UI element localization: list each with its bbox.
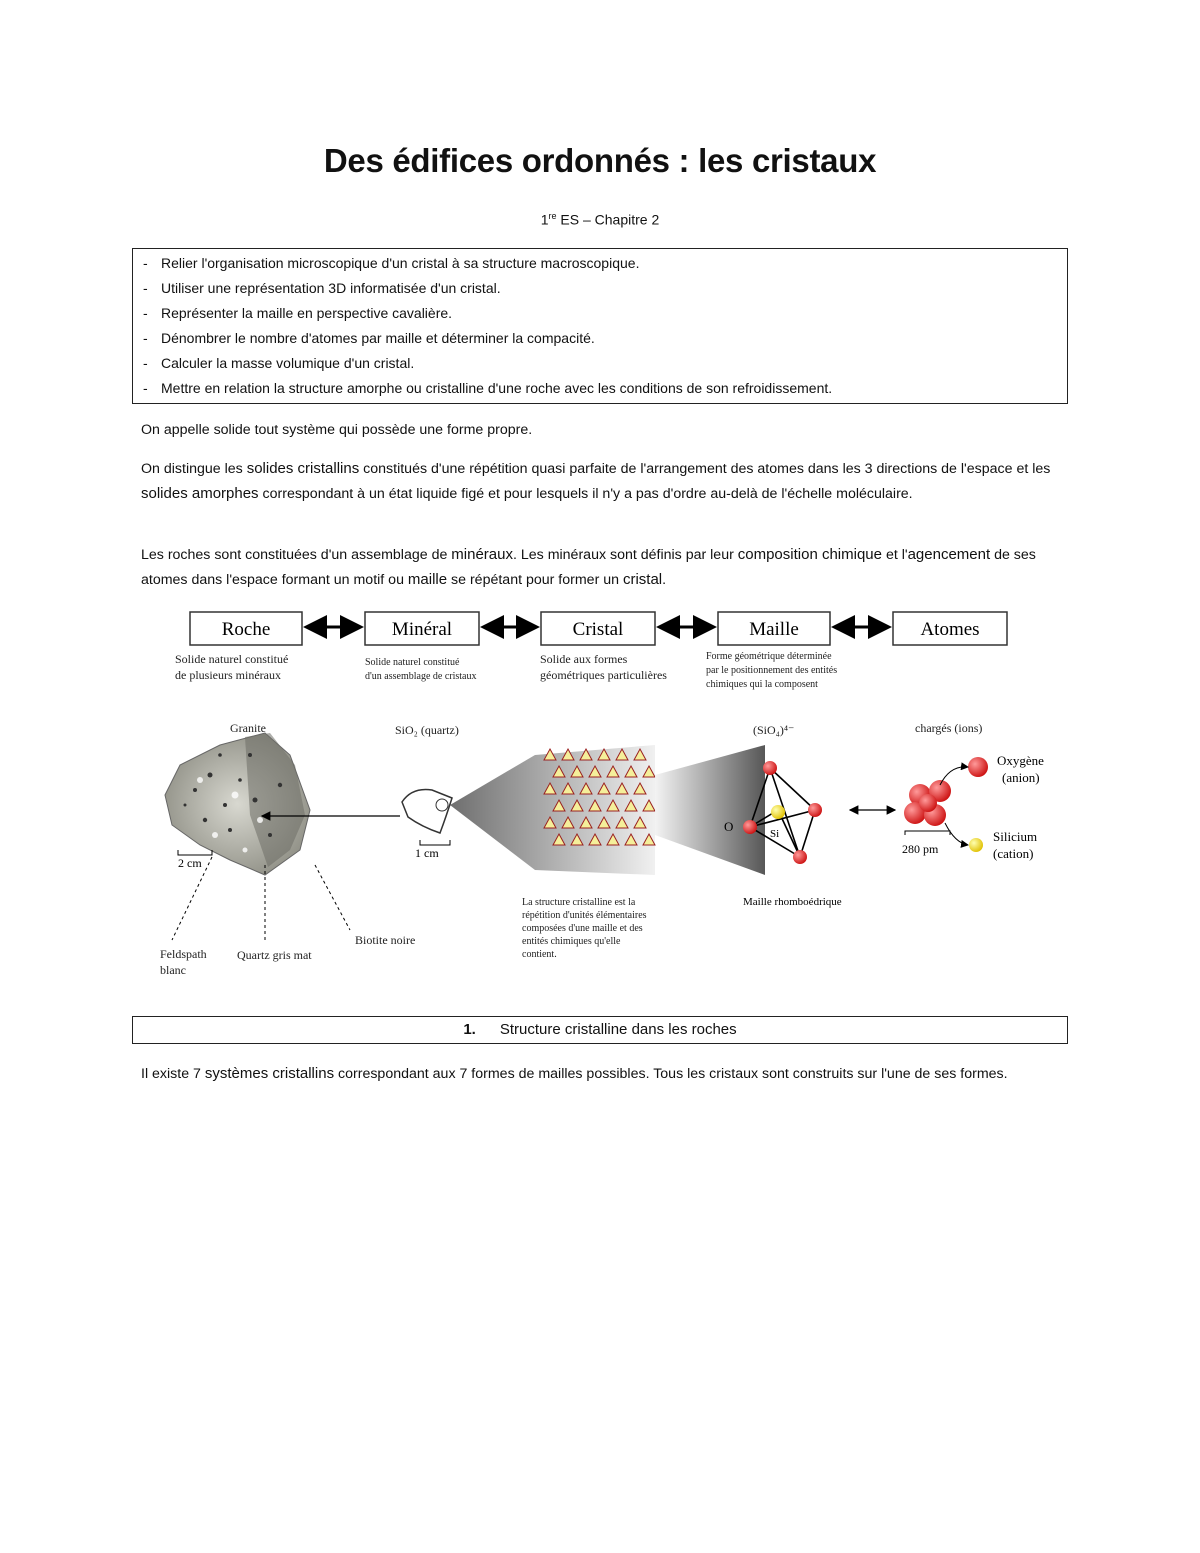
objectives-box xyxy=(132,248,1068,404)
chain-box-maille xyxy=(718,612,830,645)
rock-to-atom-diagram xyxy=(150,605,1050,1000)
paragraph-rocks-minerals: Les roches sont constituées d'un assemblage de minéraux. Les minéraux sont définis par leur composition chimique et l'agencement de ses atomes dans l'espace formant un motif ou maille se répétant pour former un cristal. xyxy=(141,546,1036,588)
chain-box-cristal xyxy=(541,612,655,645)
ions-label: chargés (ions) xyxy=(915,721,983,735)
svg-text:Atomes: Atomes xyxy=(920,619,980,640)
quartz-gris-label: Quartz gris mat xyxy=(237,948,312,962)
paragraph-crystalline-amorphous: On distingue les solides cristallins constitués d'une répétition quasi parfaite de l'arrangement des atomes dans les 3 directions de l'espace et les solides amorphes correspondant à un état liquide figé et pour lesquels il n'y a pas d'ordre au-delà de l'échelle moléculaire. xyxy=(141,460,1051,502)
granite-rock-image xyxy=(165,733,310,875)
magnifier-cone xyxy=(655,745,765,875)
desc-maille-1: Forme géométrique déterminée xyxy=(706,651,832,662)
objective-item: - Relier l'organisation microscopique d'un cristal à sa structure macroscopique. xyxy=(143,255,640,271)
scale-1cm xyxy=(415,840,450,860)
desc-roche-2: de plusieurs minéraux xyxy=(175,668,281,682)
svg-text:répétition d'unités élémentair: répétition d'unités élémentaires xyxy=(522,910,647,921)
objective-item: - Utiliser une représentation 3D informatisée d'un cristal. xyxy=(143,280,501,296)
desc-maille-2: par le positionnement des entités xyxy=(706,665,838,676)
desc-cristal-1: Solide aux formes xyxy=(540,652,628,666)
svg-text:280 pm: 280 pm xyxy=(902,842,939,856)
desc-mineral-2: d'un assemblage de cristaux xyxy=(365,671,477,682)
biotite-label: Biotite noire xyxy=(355,933,416,947)
objective-item: - Représenter la maille en perspective cavalière. xyxy=(143,305,453,321)
objective-item: - Dénombrer le nombre d'atomes par maille et déterminer la compacité. xyxy=(143,330,595,346)
svg-text:entités chimiques qu'elle: entités chimiques qu'elle xyxy=(522,936,621,947)
structure-note xyxy=(522,897,647,960)
desc-roche-1: Solide naturel constitué xyxy=(175,652,289,666)
svg-text:Minéral: Minéral xyxy=(391,619,453,640)
svg-text:Roche: Roche xyxy=(221,619,271,640)
cation-label: (cation) xyxy=(993,846,1034,861)
atom-cluster-image xyxy=(904,757,988,852)
svg-text:Maille: Maille xyxy=(749,619,799,640)
chain-box-mineral xyxy=(365,612,479,645)
scale-280pm xyxy=(902,831,950,856)
chain-box-roche xyxy=(190,612,302,645)
objective-item: - Calculer la masse volumique d'un cristal. xyxy=(143,355,415,371)
objective-item: - Mettre en relation la structure amorphe ou cristalline d'une roche avec les conditions de son refroidissement. xyxy=(143,380,833,396)
desc-maille-3: chimiques qui la composent xyxy=(706,679,818,690)
maille-rhombo-label: Maille rhomboédrique xyxy=(743,896,842,908)
svg-text:contient.: contient. xyxy=(522,949,557,960)
section-heading-1: 1. Structure cristalline dans les roches xyxy=(132,1016,1068,1044)
chapter-subtitle: 1re ES – Chapitre 2 xyxy=(540,211,660,228)
svg-text:composées d'une maille et des: composées d'une maille et des xyxy=(522,923,643,934)
svg-text:Cristal: Cristal xyxy=(572,619,624,640)
scale-2cm xyxy=(178,850,212,870)
page-title: Des édifices ordonnés : les cristaux xyxy=(323,142,877,179)
svg-text:2 cm: 2 cm xyxy=(178,856,202,870)
o-label: O xyxy=(724,819,734,834)
oxygene-label: Oxygène xyxy=(997,753,1044,768)
desc-mineral-1: Solide naturel constitué xyxy=(365,657,460,668)
feldspath-label: Feldspath xyxy=(160,947,207,961)
silicium-label: Silicium xyxy=(993,829,1038,844)
svg-text:1 cm: 1 cm xyxy=(415,846,439,860)
paragraph-solid-definition: On appelle solide tout système qui possède une forme propre. xyxy=(141,422,533,438)
granite-label: Granite xyxy=(230,721,266,735)
desc-cristal-2: géométriques particulières xyxy=(540,668,667,682)
sio4-label: (SiO₄)⁴⁻ xyxy=(753,723,795,737)
paragraph-crystal-systems: Il existe 7 systèmes cristallins correspondant aux 7 formes de mailles possibles. Tous les cristaux sont construits sur l'une de ses formes. xyxy=(141,1065,1008,1082)
blanc-label: blanc xyxy=(160,963,186,977)
chain-box-atomes xyxy=(893,612,1007,645)
quartz-label: SiO₂ (quartz) xyxy=(395,723,459,737)
svg-text:La structure cristalline est l: La structure cristalline est la xyxy=(522,897,636,908)
si-label: Si xyxy=(770,828,780,840)
anion-label: (anion) xyxy=(1002,770,1040,785)
